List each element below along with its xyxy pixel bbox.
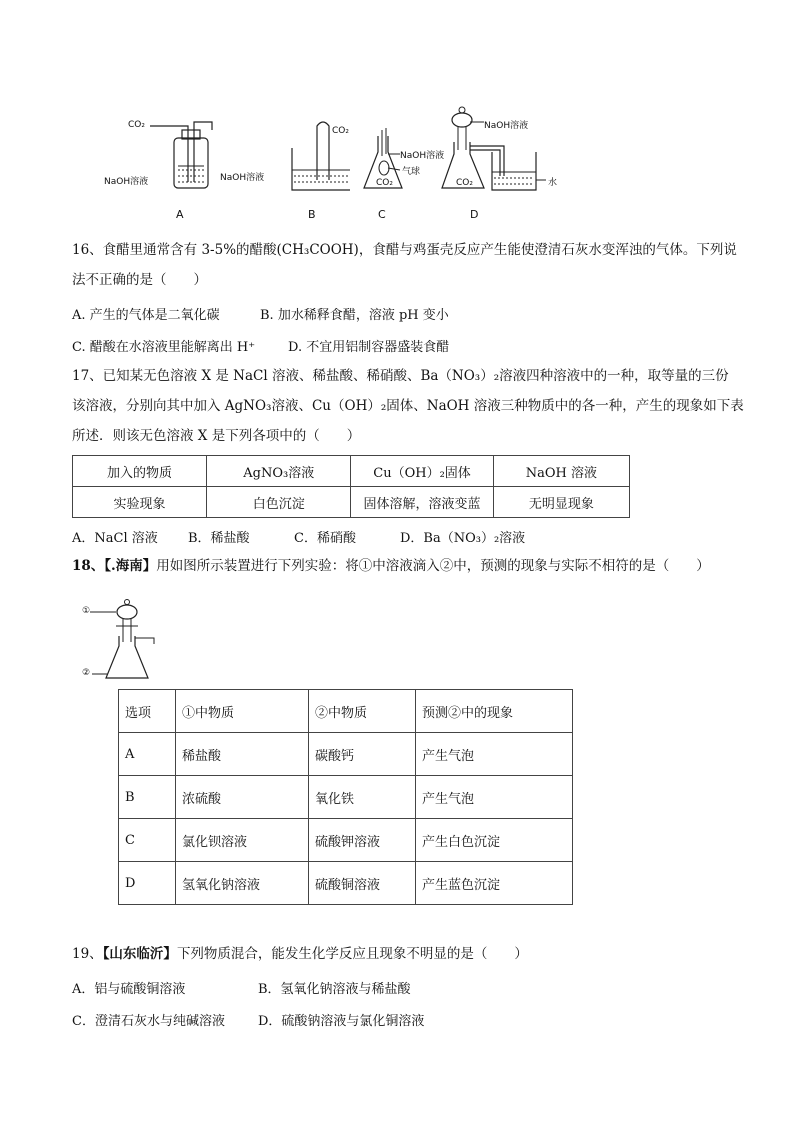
table-row — [119, 819, 573, 862]
q18-apparatus — [82, 596, 172, 686]
figure-c-letter: C — [378, 208, 386, 221]
table-row — [119, 690, 573, 733]
q19-source: 【山东临沂】 — [102, 946, 177, 962]
table-cell: 产生白色沉淀 — [416, 819, 573, 862]
figure-b-liquid-label: NaOH溶液 — [220, 173, 265, 183]
table-cell: 碳酸钙 — [309, 733, 416, 776]
q18-table — [118, 689, 573, 905]
q17-table — [72, 455, 630, 518]
q16-option-a: A. 产生的气体是二氧化碳 — [72, 308, 220, 323]
table-cell: 产生气泡 — [416, 733, 573, 776]
table-cell: ①中物质 — [176, 690, 309, 733]
figure-d-gas-label: CO₂ — [456, 178, 473, 188]
q19-text: 下列物质混合，能发生化学反应且现象不明显的是（ ） — [176, 946, 528, 962]
table-cell: 氢氧化钠溶液 — [176, 862, 309, 905]
table-cell: D — [119, 862, 176, 905]
figure-a-liquid-label: NaOH溶液 — [104, 177, 149, 187]
q18-label-1: ① — [82, 606, 91, 616]
table-cell: 产生蓝色沉淀 — [416, 862, 573, 905]
q18-apparatus-diagram — [82, 596, 172, 686]
apparatus-figures — [100, 96, 660, 226]
q19-option-c: C．澄清石灰水与纯碱溶液 — [72, 1014, 225, 1029]
q17-option-b: B．稀盐酸 — [188, 531, 250, 546]
table-cell: 白色沉淀 — [207, 487, 351, 518]
q18-label-2: ② — [82, 668, 91, 678]
table-cell: 产生气泡 — [416, 776, 573, 819]
q16-option-b: B. 加水稀释食醋，溶液 pH 变小 — [260, 308, 449, 323]
table-cell: C — [119, 819, 176, 862]
q18-stem — [72, 556, 710, 576]
figure-d-water-label: 水 — [548, 178, 558, 188]
table-cell: NaOH 溶液 — [493, 456, 629, 487]
q17-option-a: A．NaCl 溶液 — [72, 531, 158, 546]
q19-stem — [72, 944, 528, 964]
table-cell: ②中物质 — [309, 690, 416, 733]
figure-d-letter: D — [470, 208, 479, 221]
table-cell: 实验现象 — [73, 487, 207, 518]
q16-option-d: D. 不宜用铝制容器盛装食醋 — [288, 340, 450, 355]
q17-line2: 该溶液，分别向其中加入 AgNO₃溶液、Cu（OH）₂固体、NaOH 溶液三种物质中的各一种，产生的现象如下表 — [72, 398, 744, 414]
table-row — [119, 862, 573, 905]
figure-b — [220, 96, 350, 226]
table-cell: 固体溶解，溶液变蓝 — [351, 487, 493, 518]
q18-number: 18、 — [72, 558, 105, 574]
q19-option-a: A．铝与硫酸铜溶液 — [72, 982, 186, 997]
q17-line3: 所述．则该无色溶液 X 是下列各项中的（ ） — [72, 428, 361, 444]
q16-option-c: C. 醋酸在水溶液里能解离出 H⁺ — [72, 340, 256, 355]
q17-line1: 17、已知某无色溶液 X 是 NaCl 溶液、稀盐酸、稀硝酸、Ba（NO₃）₂溶液四种溶液中的一种，取等量的三份 — [72, 368, 729, 384]
q18-text: 用如图所示装置进行下列实验：将①中溶液滴入②中，预测的现象与实际不相符的是（ ） — [156, 558, 710, 574]
table-cell: B — [119, 776, 176, 819]
figure-d-liquid-label: NaOH溶液 — [484, 121, 529, 131]
table-row — [73, 456, 630, 487]
figure-a-gas-label: CO₂ — [128, 120, 145, 130]
q17-option-c: C．稀硝酸 — [294, 531, 356, 546]
table-cell: A — [119, 733, 176, 776]
table-row — [119, 776, 573, 819]
q19-option-d: D．硫酸钠溶液与氯化铜溶液 — [258, 1014, 425, 1029]
figure-b-gas-label: CO₂ — [332, 126, 349, 136]
q16-line2: 法不正确的是（ ） — [72, 272, 207, 288]
figure-c-liquid-label: NaOH溶液 — [400, 151, 445, 161]
table-cell: 浓硫酸 — [176, 776, 309, 819]
table-cell: Cu（OH）₂固体 — [351, 456, 493, 487]
q17-option-d: D．Ba（NO₃）₂溶液 — [400, 531, 526, 546]
table-row — [119, 733, 573, 776]
table-cell: 氧化铁 — [309, 776, 416, 819]
q19-option-b: B．氢氧化钠溶液与稀盐酸 — [258, 982, 411, 997]
table-cell: 无明显现象 — [493, 487, 629, 518]
figure-c-balloon-label: 气球 — [402, 167, 421, 177]
table-cell: 加入的物质 — [73, 456, 207, 487]
table-cell: 预测②中的现象 — [416, 690, 573, 733]
q16-line1: 16、食醋里通常含有 3-5%的醋酸(CH₃COOH)，食醋与鸡蛋壳反应产生能使澄清石灰水变浑浊的气体。下列说 — [72, 242, 737, 258]
figure-b-letter: B — [308, 208, 316, 221]
figure-a-letter: A — [176, 208, 184, 221]
table-cell: 选项 — [119, 690, 176, 733]
figure-a — [100, 96, 230, 226]
q19-number: 19、 — [72, 946, 103, 962]
figure-d — [440, 96, 660, 226]
figure-c-gas-label: CO₂ — [376, 178, 393, 188]
table-cell: 氯化钡溶液 — [176, 819, 309, 862]
table-cell: 硫酸钾溶液 — [309, 819, 416, 862]
table-row — [73, 487, 630, 518]
table-cell: AgNO₃溶液 — [207, 456, 351, 487]
q18-source: 【.海南】 — [104, 558, 157, 574]
table-cell: 硫酸铜溶液 — [309, 862, 416, 905]
table-cell: 稀盐酸 — [176, 733, 309, 776]
